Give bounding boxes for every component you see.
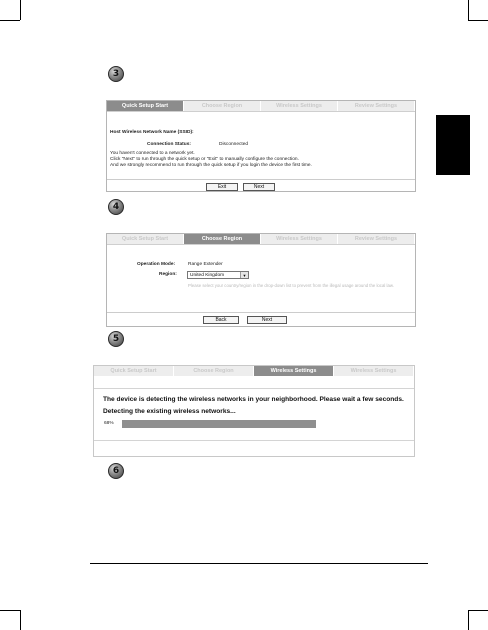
step-6-badge: 6 [108, 463, 124, 479]
tab-review-settings[interactable]: Review Settings [338, 101, 415, 111]
connection-status-label: Connection Status: [147, 142, 191, 147]
panel-divider [107, 312, 415, 313]
step-5-badge: 5 [108, 331, 124, 347]
next-button[interactable]: Next [247, 316, 287, 324]
tab-quick-setup-start[interactable]: Quick Setup Start [107, 101, 184, 111]
wireless-scan-panel [93, 365, 415, 457]
footer-rule [90, 563, 428, 564]
tab-wireless-settings[interactable]: Wireless Settings [261, 234, 338, 244]
panel-divider [107, 179, 415, 180]
operation-mode-label: Operation Mode: [137, 262, 176, 267]
tabs-divider [107, 244, 415, 245]
wizard-tabs [94, 366, 414, 376]
progress-percent: 68% [104, 421, 114, 426]
region-select-value: United Kingdom [190, 272, 225, 278]
crop-mark-bl-h [0, 610, 20, 611]
progress-bar-fill [122, 420, 316, 428]
quick-setup-start-panel [106, 100, 416, 192]
region-label: Region: [159, 272, 177, 277]
info-line-1: You haven't connected to a network yet. [110, 151, 195, 156]
crop-mark-tr-v [468, 0, 469, 20]
progress-bar [122, 420, 316, 428]
exit-button[interactable]: Exit [206, 183, 238, 191]
tabs-divider [94, 388, 414, 389]
crop-mark-br-v [468, 610, 469, 630]
crop-mark-tl-h [0, 20, 20, 21]
tab-wireless-settings[interactable]: Wireless Settings [254, 366, 334, 376]
connection-status-value: Disconnected [219, 142, 249, 147]
back-button[interactable]: Back [203, 316, 239, 324]
tab-choose-region[interactable]: Choose Region [184, 234, 261, 244]
chapter-side-tab [436, 115, 470, 175]
step-3-badge: 3 [108, 66, 124, 82]
choose-region-panel [106, 233, 416, 327]
tab-review-settings[interactable]: Review Settings [338, 234, 415, 244]
crop-mark-tl-v [20, 0, 21, 20]
tab-wireless-settings[interactable]: Wireless Settings [261, 101, 338, 111]
tab-quick-setup-start[interactable]: Quick Setup Start [107, 234, 184, 244]
crop-mark-tr-h [468, 20, 488, 21]
tab-choose-region[interactable]: Choose Region [184, 101, 261, 111]
info-line-3: And we strongly recommend to run through the quick setup if you login the device the first time. [110, 163, 312, 168]
next-button[interactable]: Next [243, 183, 275, 191]
wizard-tabs [107, 101, 415, 111]
region-hint: Please select your country/region in the drop-down list to prevent from the illegal usage around the local law. [188, 283, 394, 288]
crop-mark-bl-v [20, 610, 21, 630]
info-line-2: Click "Next" to run through the quick setup or "Exit" to manually configure the connection. [110, 157, 299, 162]
tab-wireless-settings-2[interactable]: Wireless Settings [334, 366, 414, 376]
operation-mode-value: Range Extender [188, 262, 223, 267]
region-select[interactable] [187, 271, 249, 279]
detecting-message: The device is detecting the wireless networks in your neighborhood. Please wait a few seconds. [103, 396, 404, 403]
tab-choose-region[interactable]: Choose Region [174, 366, 254, 376]
ssid-heading: Host Wireless Network Name (SSID): [110, 130, 194, 135]
step-4-badge: 4 [108, 199, 124, 215]
detecting-status: Detecting the existing wireless networks... [103, 408, 236, 415]
panel-divider [94, 440, 414, 441]
tab-quick-setup-start[interactable]: Quick Setup Start [94, 366, 174, 376]
crop-mark-br-h [468, 610, 488, 611]
tabs-divider [107, 111, 415, 112]
wizard-tabs [107, 234, 415, 244]
chevron-down-icon[interactable]: ▼ [240, 272, 248, 278]
